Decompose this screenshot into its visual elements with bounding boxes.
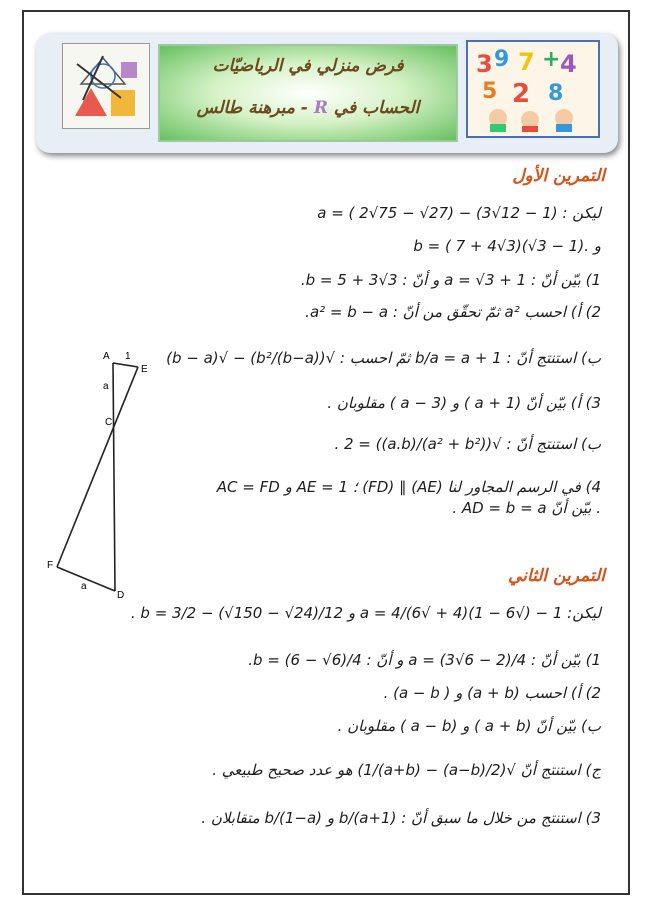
ex1-line-2: و .b = ( 7 + 4√3)(√3 − 1) (413, 237, 601, 255)
exercise-1-heading: التمرين الأول (512, 166, 605, 186)
ex2-line-4: ب) بيّن أنّ (a + b ) و (a − b ) مقلوبان . (337, 717, 601, 735)
ex1-line-1: ليكن : a = ( 2√75 − √27) − (3√12 − 1) (317, 204, 601, 222)
real-numbers-symbol: R (313, 98, 328, 118)
ex2-line-3: 2) أ) احسب (a + b) و ( a − b) . (383, 684, 601, 702)
geometry-illustration (62, 43, 150, 129)
title-line-2 (160, 98, 456, 118)
numbers-kids-illustration (466, 40, 600, 138)
label-f-point: F (47, 560, 54, 571)
ex1-line-8: 4) في الرسم المجاور لنا (AE) ∥ (FD) ؛ AE = 1 و AC = FD (216, 478, 601, 496)
ex2-line-2: 1) بيّن أنّ : a = (3√6 − 2)/4 و أنّ : b = (6 − √6)/4. (248, 651, 601, 669)
svg-text:3: 3 (476, 50, 493, 78)
label-d-point: D (117, 590, 125, 601)
ex2-line-6: 3) استنتج من خلال ما سبق أنّ : (a+1)/b و b/(1−a) متقابلان . (201, 809, 601, 827)
ex1-line-4: 2) أ) احسب a² ثمّ تحقّق من أنّ : a² = b − a. (305, 303, 601, 321)
svg-text:+: + (542, 47, 561, 72)
svg-text:5: 5 (482, 79, 498, 104)
ex1-line-3: 1) بيّن أنّ : a = √3 + 1 و أنّ : b = 5 + 3√3. (300, 271, 601, 289)
title-box (158, 44, 458, 142)
segment-ad (113, 363, 115, 591)
svg-text:8: 8 (548, 81, 564, 106)
ex1-line-9: . بيّن أنّ AD = b = a . (452, 499, 601, 517)
svg-text:9: 9 (494, 47, 510, 72)
ex2-line-1: ليكن: 1 − (√6 − 1)(4 + √6)/4 = a و b = 3/2 − (√150 − √24)/12 . (130, 604, 601, 622)
exercise-2-heading: التمرين الثاني (508, 566, 605, 586)
svg-text:7: 7 (518, 48, 535, 76)
label-ae-length: 1 (125, 351, 131, 362)
svg-text:4: 4 (560, 50, 577, 78)
label-c-point: C (105, 417, 113, 428)
label-fd-length: a (81, 581, 87, 592)
ex1-line-7: ب) استنتج أنّ : √((a² + b²)/(a.b)) = 2 . (334, 435, 601, 453)
title-line-2-part-1: الحساب في (333, 98, 420, 118)
ex2-line-5: ج) استنتج أنّ √(2/(a−b) − 1/(a+b)) هو عدد صحيح طبيعي . (212, 761, 601, 779)
svg-text:2: 2 (512, 79, 531, 109)
ex1-line-6: 3) أ) بيّن أنّ (1 + a ) و (a − 3 ) مقلوبان . (327, 394, 601, 412)
title-line-2-part-2: - مبرهنة طالس (196, 98, 308, 118)
label-a-point: A (103, 351, 110, 362)
segment-ae (113, 363, 138, 367)
segment-ef (57, 367, 138, 567)
thales-figure (45, 345, 165, 610)
label-e-point: E (141, 364, 148, 375)
title-line-1: فرض منزلي في الرياضيّات (212, 56, 404, 76)
ex1-line-5: ب) استنتج أنّ : b/a = a + 1 ثمّ احسب : √(b²/(b−a)) − √(b − a) (166, 349, 601, 367)
label-ac-length: a (103, 381, 109, 392)
